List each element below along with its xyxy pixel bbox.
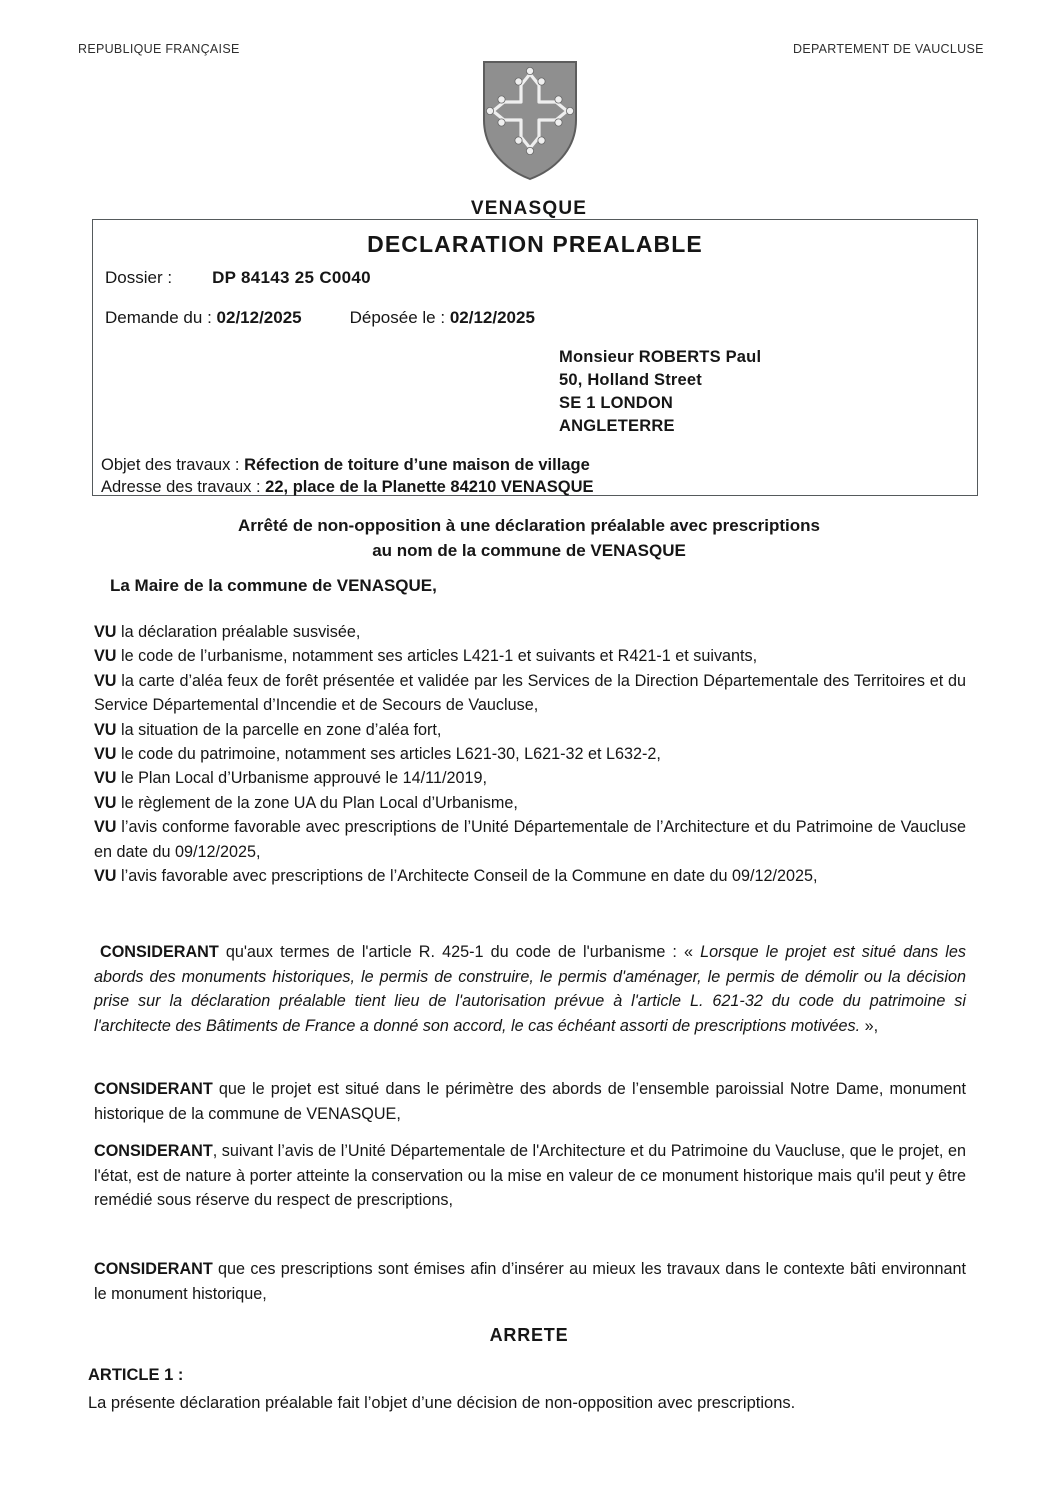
vu-line	[94, 791, 966, 815]
vu-keyword: VU	[94, 793, 117, 812]
vu-text: le code du patrimoine, notamment ses articles L621-30, L621-32 et L632-2,	[116, 745, 661, 764]
addressee-line: ANGLETERRE	[559, 417, 675, 435]
maire-line: La Maire de la commune de VENASQUE,	[110, 576, 437, 595]
addressee-line: 50, Holland Street	[559, 371, 702, 389]
considerant-paragraph	[94, 1077, 966, 1126]
vu-keyword: VU	[94, 867, 117, 886]
vu-text: le Plan Local d’Urbanisme approuvé le 14/11/2019,	[116, 769, 487, 788]
article-1-title: ARTICLE 1 :	[88, 1366, 184, 1384]
considerant-paragraph	[94, 940, 966, 1038]
demande-label: Demande du :	[105, 308, 212, 327]
objet-label: Objet des travaux :	[101, 456, 240, 474]
vu-keyword: VU	[94, 671, 117, 690]
dossier-row	[105, 268, 371, 288]
considerant-keyword: CONSIDERANT	[94, 1080, 213, 1098]
addressee-line: SE 1 LONDON	[559, 394, 674, 412]
objet-value: Réfection de toiture d’une maison de village	[244, 456, 590, 474]
considerant-quote-italic: Lorsque le projet est situé dans les abords des monuments historiques, le permis de construire, le permis d'aménager, le permis de démolir ou la décision prise sur la déclaration préalable tient lieu de l'autorisation prévue à l'article L. 621-32 du code du patrimoine si l'architecte des Bâtiments de France a donné son accord, le cas échéant assorti de prescriptions motivées.	[94, 943, 966, 1035]
deposee-value: 02/12/2025	[449, 308, 535, 327]
vu-line	[94, 669, 966, 718]
vu-keyword: VU	[94, 745, 117, 764]
arrete-word: ARRETE	[489, 1325, 569, 1345]
vu-text: la déclaration préalable susvisée,	[116, 623, 361, 641]
vu-keyword: VU	[94, 769, 117, 788]
arrete-heading-line-2: au nom de la commune de VENASQUE	[372, 541, 686, 560]
vu-line	[94, 815, 966, 864]
header-republic-label: REPUBLIQUE FRANÇAISE	[78, 42, 240, 56]
vu-line	[94, 766, 966, 790]
considerant-text: , suivant l’avis de l’Unité Départementale de l'Architecture et du Patrimoine du Vaucluse, que le projet, en l'état, est de nature à porter atteinte la conservation ou la mise en valeur de ce monument historique mais qu'il peut y être remédié sous réserve du respect de prescriptions,	[94, 1142, 966, 1210]
deposee-label: Déposée le :	[349, 308, 446, 327]
article-1-body: La présente déclaration préalable fait l’objet d’une décision de non-opposition avec prescriptions.	[88, 1394, 796, 1412]
considerant-text: qu'aux termes de l'article R. 425-1 du code de l'urbanisme : «	[218, 943, 701, 961]
considerant-keyword: CONSIDERANT	[100, 943, 219, 961]
declaration-info-box	[92, 219, 978, 496]
commune-name: VENASQUE	[470, 198, 588, 219]
adresse-value: 22, place de la Planette 84210 VENASQUE	[265, 478, 594, 496]
arrete-heading	[129, 513, 929, 563]
considerant-keyword: CONSIDERANT	[94, 1142, 213, 1160]
occitan-cross-shield-icon	[480, 58, 580, 182]
vu-line	[94, 620, 966, 644]
header-department-label: DEPARTEMENT DE VAUCLUSE	[793, 42, 984, 56]
considerant-text: que le projet est situé dans le périmètre des abords de l’ensemble paroissial Notre Dame, monument historique de la commune de VENASQUE,	[94, 1080, 966, 1123]
vu-keyword: VU	[94, 623, 117, 641]
vu-text: l’avis conforme favorable avec prescriptions de l’Unité Départementale de l’Architecture et du Patrimoine de Vaucluse en date du 09/12/2025,	[94, 818, 966, 861]
vu-text: la carte d’aléa feux de forêt présentée et validée par les Services de la Direction Départementale des Territoires et du Service Départemental d’Incendie et de Secours de Vaucluse,	[94, 671, 966, 715]
vu-line	[94, 742, 966, 766]
considerant-keyword: CONSIDERANT	[94, 1260, 213, 1278]
vu-keyword: VU	[94, 720, 117, 739]
considerant-paragraph	[94, 1257, 966, 1306]
addressee-block	[559, 346, 761, 438]
objet-travaux-row	[101, 456, 590, 475]
considerant-paragraph	[94, 1139, 966, 1213]
vu-keyword: VU	[94, 647, 117, 666]
dossier-value: DP 84143 25 C0040	[212, 268, 371, 287]
addressee-line: Monsieur ROBERTS Paul	[559, 348, 762, 366]
vu-line	[94, 864, 966, 888]
vu-keyword: VU	[94, 818, 117, 837]
vu-line	[94, 718, 966, 742]
dossier-label: Dossier :	[105, 268, 173, 287]
vu-text: l’avis favorable avec prescriptions de l’Architecte Conseil de la Commune en date du 09/12/2025,	[116, 867, 818, 886]
vu-text: le règlement de la zone UA du Plan Local d’Urbanisme,	[116, 793, 518, 812]
considerant-text-post: »,	[860, 1016, 879, 1035]
arrete-heading-line-1: Arrêté de non-opposition à une déclaration préalable avec prescriptions	[238, 516, 820, 535]
considerant-text: que ces prescriptions sont émises afin d’insérer au mieux les travaux dans le contexte bâti environnant le monument historique,	[94, 1260, 966, 1303]
vu-block	[94, 620, 966, 888]
demande-value: 02/12/2025	[216, 308, 302, 327]
vu-text: la situation de la parcelle en zone d’aléa fort,	[116, 720, 442, 739]
vu-text: le code de l’urbanisme, notamment ses articles L421-1 et suivants et R421-1 et suivants,	[116, 647, 758, 666]
adresse-travaux-row	[101, 478, 594, 497]
document-title: DECLARATION PREALABLE	[367, 231, 703, 257]
adresse-label: Adresse des travaux :	[101, 478, 261, 496]
dates-row	[105, 308, 535, 328]
vu-line	[94, 644, 966, 668]
